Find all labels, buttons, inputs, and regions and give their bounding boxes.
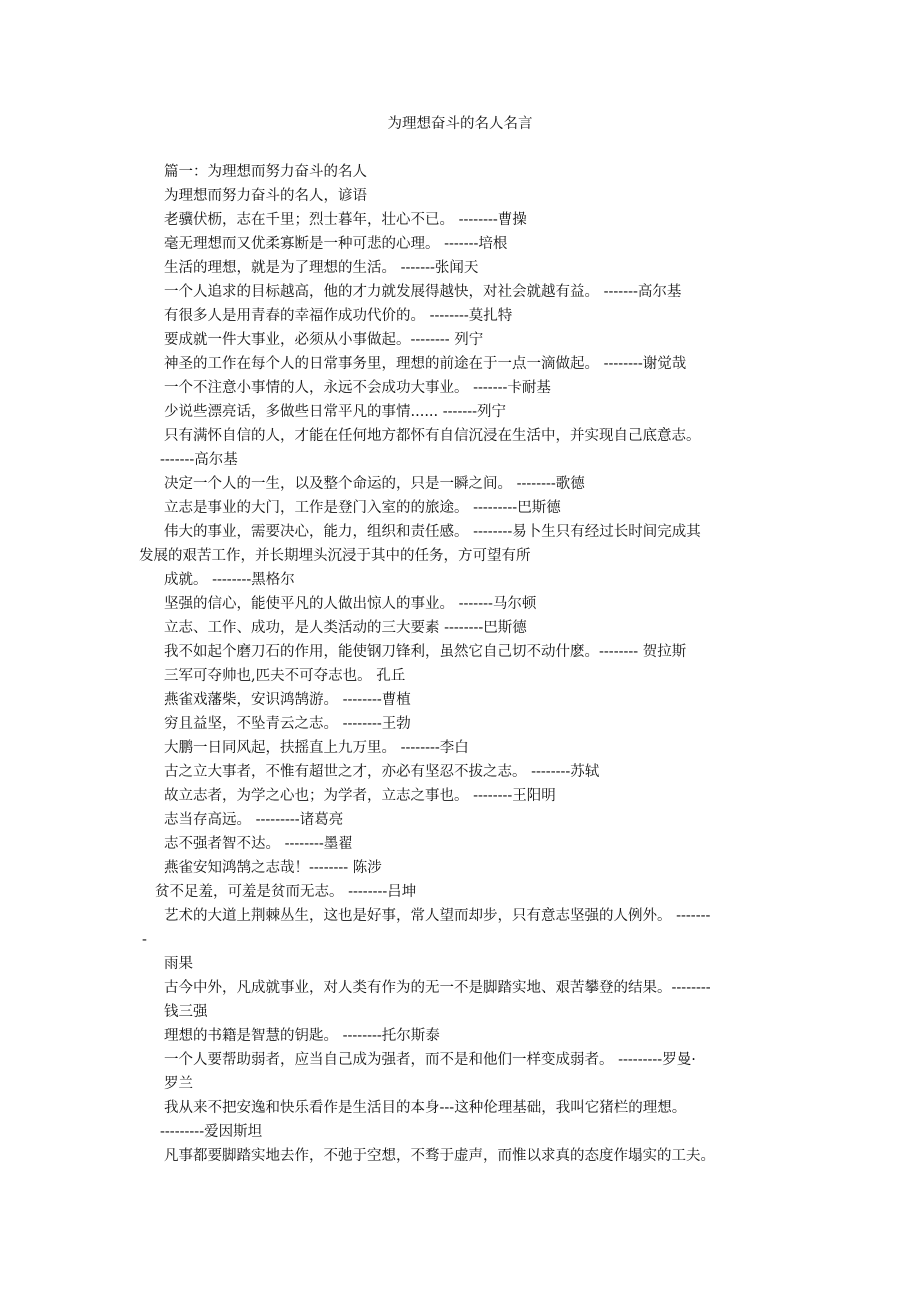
- text-line: 燕雀安知鸿鹄之志哉！-------- 陈涉: [164, 860, 382, 876]
- text-line: 坚强的信心，能使平凡的人做出惊人的事业。 -------马尔顿: [164, 596, 537, 612]
- text-line: 志不强者智不达。 --------墨翟: [164, 836, 353, 852]
- text-line: 神圣的工作在每个人的日常事务里，理想的前途在于一点一滴做起。 --------谢觉哉: [164, 356, 687, 372]
- text-line: 立志是事业的大门，工作是登门入室的的旅途。 ---------巴斯德: [164, 500, 561, 516]
- text-line: 大鹏一日同风起，扶摇直上九万里。 --------李白: [164, 740, 469, 756]
- text-line: 故立志者，为学之心也；为学者，立志之事也。 --------王阳明: [164, 788, 556, 804]
- text-line: 少说些漂亮话，多做些日常平凡的事情...... -------列宁: [164, 404, 507, 420]
- text-line: 毫无理想而又优柔寡断是一种可悲的心理。 -------培根: [164, 236, 508, 252]
- text-line: 凡事都要脚踏实地去作，不弛于空想，不骛于虚声，而惟以求真的态度作塌实的工夫。: [164, 1148, 715, 1164]
- text-line: 一个人要帮助弱者，应当自己成为强者，而不是和他们一样变成弱者。 ---------罗曼·: [164, 1052, 696, 1068]
- text-line: 钱三强: [164, 1004, 208, 1020]
- text-line: 三军可夺帅也,匹夫不可夺志也。 孔丘: [164, 668, 406, 684]
- text-line: 一个不注意小事情的人，永远不会成功大事业。 -------卡耐基: [164, 380, 551, 396]
- text-line: ---------爱因斯坦: [160, 1124, 263, 1140]
- text-line: 艺术的大道上荆棘丛生，这也是好事，常人望而却步，只有意志坚强的人例外。 -------: [164, 908, 711, 924]
- text-line: 志当存高远。 ---------诸葛亮: [164, 812, 344, 828]
- text-line: 伟大的事业，需要决心，能力，组织和责任感。 --------易卜生只有经过长时间完成其: [164, 524, 701, 540]
- text-line: 罗兰: [164, 1076, 193, 1092]
- text-line: 古今中外，凡成就事业，对人类有作为的无一不是脚踏实地、艰苦攀登的结果。--------: [164, 980, 711, 996]
- text-line: 生活的理想，就是为了理想的生活。 -------张闻天: [164, 260, 479, 276]
- text-line: 穷且益坚，不坠青云之志。 --------王勃: [164, 716, 411, 732]
- text-line: 篇一：为理想而努力奋斗的名人: [164, 164, 367, 180]
- document-title: 为理想奋斗的名人名言: [387, 116, 533, 132]
- text-line: 为理想而努力奋斗的名人，谚语: [164, 188, 367, 204]
- text-line: -------高尔基: [160, 452, 238, 468]
- text-line: 我不如起个磨刀石的作用，能使钢刀锋利，虽然它自己切不动什麽。-------- 贺拉斯: [164, 644, 687, 660]
- text-line: 我从来不把安逸和快乐看作是生活目的本身---这种伦理基础，我叫它猪栏的理想。: [164, 1100, 687, 1116]
- text-line: 只有满怀自信的人，才能在任何地方都怀有自信沉浸在生活中，并实现自己底意志。: [164, 428, 701, 444]
- text-line: 立志、工作、成功，是人类活动的三大要素 --------巴斯德: [164, 620, 527, 636]
- text-line: 成就。 --------黑格尔: [164, 572, 295, 588]
- text-line: 古之立大事者，不惟有超世之才，亦必有坚忍不拔之志。 --------苏轼: [164, 764, 600, 780]
- text-line: 理想的书籍是智慧的钥匙。 --------托尔斯泰: [164, 1028, 440, 1044]
- text-line: 发展的艰苦工作，并长期埋头沉浸于其中的任务，方可望有所: [139, 548, 531, 564]
- text-line: -: [142, 932, 147, 948]
- text-line: 燕雀戏藩柴，安识鸿鹄游。 --------曹植: [164, 692, 411, 708]
- text-line: 贫不足羞，可羞是贫而无志。 --------吕坤: [155, 884, 417, 900]
- text-line: 老骥伏枥，志在千里；烈士暮年，壮心不已。 --------曹操: [164, 212, 527, 228]
- text-line: 有很多人是用青春的幸福作成功代价的。 --------莫扎特: [164, 308, 513, 324]
- text-line: 雨果: [164, 956, 193, 972]
- text-line: 要成就一件大事业，必须从小事做起。-------- 列宁: [164, 332, 484, 348]
- text-line: 决定一个人的一生，以及整个命运的，只是一瞬之间。 --------歌德: [164, 476, 585, 492]
- text-line: 一个人追求的目标越高，他的才力就发展得越快，对社会就越有益。 -------高尔基: [164, 284, 682, 300]
